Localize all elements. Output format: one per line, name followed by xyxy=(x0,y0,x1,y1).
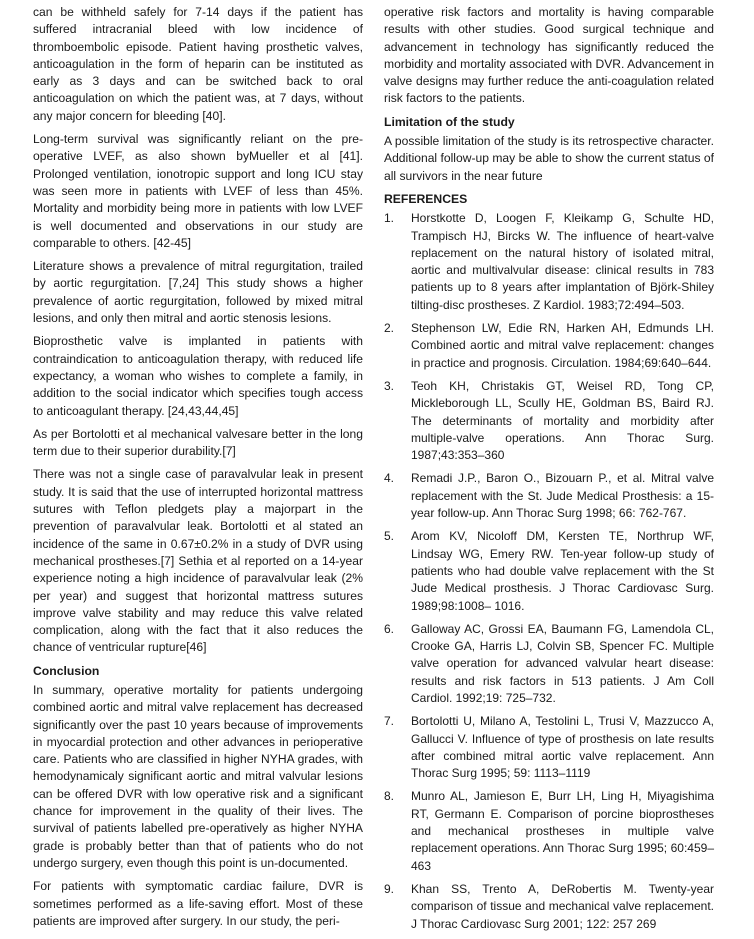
reference-text: Teoh KH, Christakis GT, Weisel RD, Tong CP, Mickleborough LL, Scully HE, Goldman BS, Baird RJ. The determinants of mortality and morbidity after multiple-valve operations. Ann Thorac Surg. 1987;43:353–360 xyxy=(411,378,714,463)
reference-number: 9. xyxy=(384,881,395,896)
conclusion-paragraph: In summary, operative mortality for patients undergoing combined aortic and mitral valve replacement has decreased significantly over the past 10 years because of improvements in myocardial protection and other advances in perioperative care. Patients who are classified in higher NYHA grades, with hemodynamicaly significant aortic and mitral valvular lesions can be offered DVR with low operative risk and a significant chance for improvement in the quality of their lives. The survival of patients labelled pre-operatively as higher NYHA grade is probably better than that of patients who do not undergo surgery, even though this point is un-documented. xyxy=(33,682,363,870)
reference-number: 5. xyxy=(384,529,395,544)
limitation-paragraph: A possible limitation of the study is its retrospective character. Additional follow-up may be able to show the current status of all survivors in the near future xyxy=(384,134,714,183)
reference-text: Arom KV, Nicoloff DM, Kersten TE, Northrup WF, Lindsay WG, Emery RW. Ten-year follow-up study of patients who had double valve replacement with the St Jude Medical prosthesis. J Thorac Cardiovasc Surg. 1989;98:1008– 1016. xyxy=(411,529,714,613)
reference-item xyxy=(384,713,714,782)
reference-number: 8. xyxy=(384,789,395,804)
reference-text: Stephenson LW, Edie RN, Harken AH, Edmunds LH. Combined aortic and mitral valve replacement: changes in practice and prognosis. Circulation. 1984;69:640–644. xyxy=(411,321,714,370)
body-paragraph: There was not a single case of paravalvular leak in present study. It is said that the use of interrupted horizontal mattress sutures with Teflon pledgets play a majorpart in the prevention of paravalvular leak. Bortolotti et al stated an incidence of the same in 0.67±0.2% in a study of DVR using mechanical prostheses.[7] Sethia et al reported on a 14-year experience noting a high incidence of paravalvular leak (2% per year) and suggest that horizontal mattress sutures improve valve stability and may reduce this valve related complication, along with the fact that it also reduces the chance of ventricular rupture[46] xyxy=(33,467,363,655)
reference-item xyxy=(384,621,714,707)
reference-number: 6. xyxy=(384,621,395,636)
reference-list xyxy=(384,210,714,933)
limitation-heading: Limitation of the study xyxy=(384,114,515,129)
conclusion-paragraph: For patients with symptomatic cardiac failure, DVR is sometimes performed as a life-saving effort. Most of these patients are improved after surgery. In our study, the peri- xyxy=(33,879,363,928)
reference-text: Galloway AC, Grossi EA, Baumann FG, Lamendola CL, Crooke GA, Harris LJ, Colvin SB, Spencer FC. Multiple valve operation for advanced valvular heart disease: results and risk factors in 513 patients. J Am Coll Cardiol. 1992;19: 725–732. xyxy=(411,621,714,705)
conclusion-heading: Conclusion xyxy=(33,663,100,678)
body-paragraph: Bioprosthetic valve is implanted in patients with contraindication to anticoagulation therapy, with reduced life expectancy, a woman who wishes to complete a family, in addition to the social indicator which specifies tough access to anticoagulant therapy. [24,43,44,45] xyxy=(33,334,363,418)
reference-item xyxy=(384,881,714,933)
reference-item xyxy=(384,378,714,464)
reference-number: 1. xyxy=(384,211,395,226)
references-heading: REFERENCES xyxy=(384,191,468,206)
reference-number: 7. xyxy=(384,714,395,729)
reference-item xyxy=(384,320,714,372)
reference-item xyxy=(384,210,714,314)
reference-text: Khan SS, Trento A, DeRobertis M. Twenty-year comparison of tissue and mechanical valve replacement. J Thorac Cardiovasc Surg 2001; 122: 257 269 xyxy=(411,881,714,931)
reference-item xyxy=(384,528,714,614)
reference-text: Bortolotti U, Milano A, Testolini L, Trusi V, Mazzucco A, Gallucci V. Influence of type of prosthesis on late results after combined mitral aortic valve replacement. Ann Thorac Surg 1995; 59: 1113–1119 xyxy=(411,714,714,781)
right-column xyxy=(384,4,714,939)
body-paragraph: As per Bortolotti et al mechanical valvesare better in the long term due to their superior durability.[7] xyxy=(33,426,363,459)
reference-number: 3. xyxy=(384,378,395,393)
left-column xyxy=(33,4,363,936)
body-paragraph: operative risk factors and mortality is having comparable results with other studies. Good surgical technique and advancement in technology has significantly reduced the morbidity and mortality associated with DVR. Advancement in valve designs may further reduce the anti-coagulation related risk factors to the patients. xyxy=(384,5,714,106)
body-paragraph: Literature shows a prevalence of mitral regurgitation, trailed by aortic regurgitation. [7,24] This study shows a higher prevalence of aortic regurgitation, followed by mixed mitral lesions, and only then mitral and aortic stenosis lesions. xyxy=(33,259,363,326)
reference-number: 4. xyxy=(384,471,395,486)
reference-item xyxy=(384,470,714,522)
reference-item xyxy=(384,788,714,874)
reference-text: Horstkotte D, Loogen F, Kleikamp G, Schulte HD, Trampisch HJ, Bircks W. The influence of heart-valve replacement on the natural history of isolated mitral, aortic and multivalvular disease: clinical results in 783 patients up to 8 years after implantation of Björk-Shiley tilting-disc prostheses. Z Kardiol. 1983;72:494–503. xyxy=(411,211,714,312)
reference-text: Munro AL, Jamieson E, Burr LH, Ling H, Miyagishima RT, Germann E. Comparison of porcine bioprostheses and mechanical prostheses in multiple valve replacement operations. Ann Thorac Surg 1995; 60:459–463 xyxy=(411,789,714,873)
body-paragraph: Long-term survival was significantly reliant on the pre-operative LVEF, as also shown byMueller et al [41]. Prolonged ventilation, ionotropic support and long ICU stay was seen more in patients with LVEF of less than 45%. Mortality and morbidity being more in patients with low LVEF is well documented and observations in our study are comparable to others. [42-45] xyxy=(33,132,363,250)
body-paragraph: can be withheld safely for 7-14 days if the patient has suffered intracranial bleed with low incidence of thromboembolic episode. Patient having prosthetic valves, anticoagulation in the form of heparin can be instituted as early as 3 days and can be switched back to oral anticoagulation on which the patient was, at 7 days, without any major concern for bleeding [40]. xyxy=(33,5,363,123)
reference-number: 2. xyxy=(384,321,395,336)
reference-text: Remadi J.P., Baron O., Bizouarn P., et al. Mitral valve replacement with the St. Jude Medical Prosthesis: a 15-year follow-up. Ann Thorac Surg 1998; 66: 762-767. xyxy=(411,471,714,521)
